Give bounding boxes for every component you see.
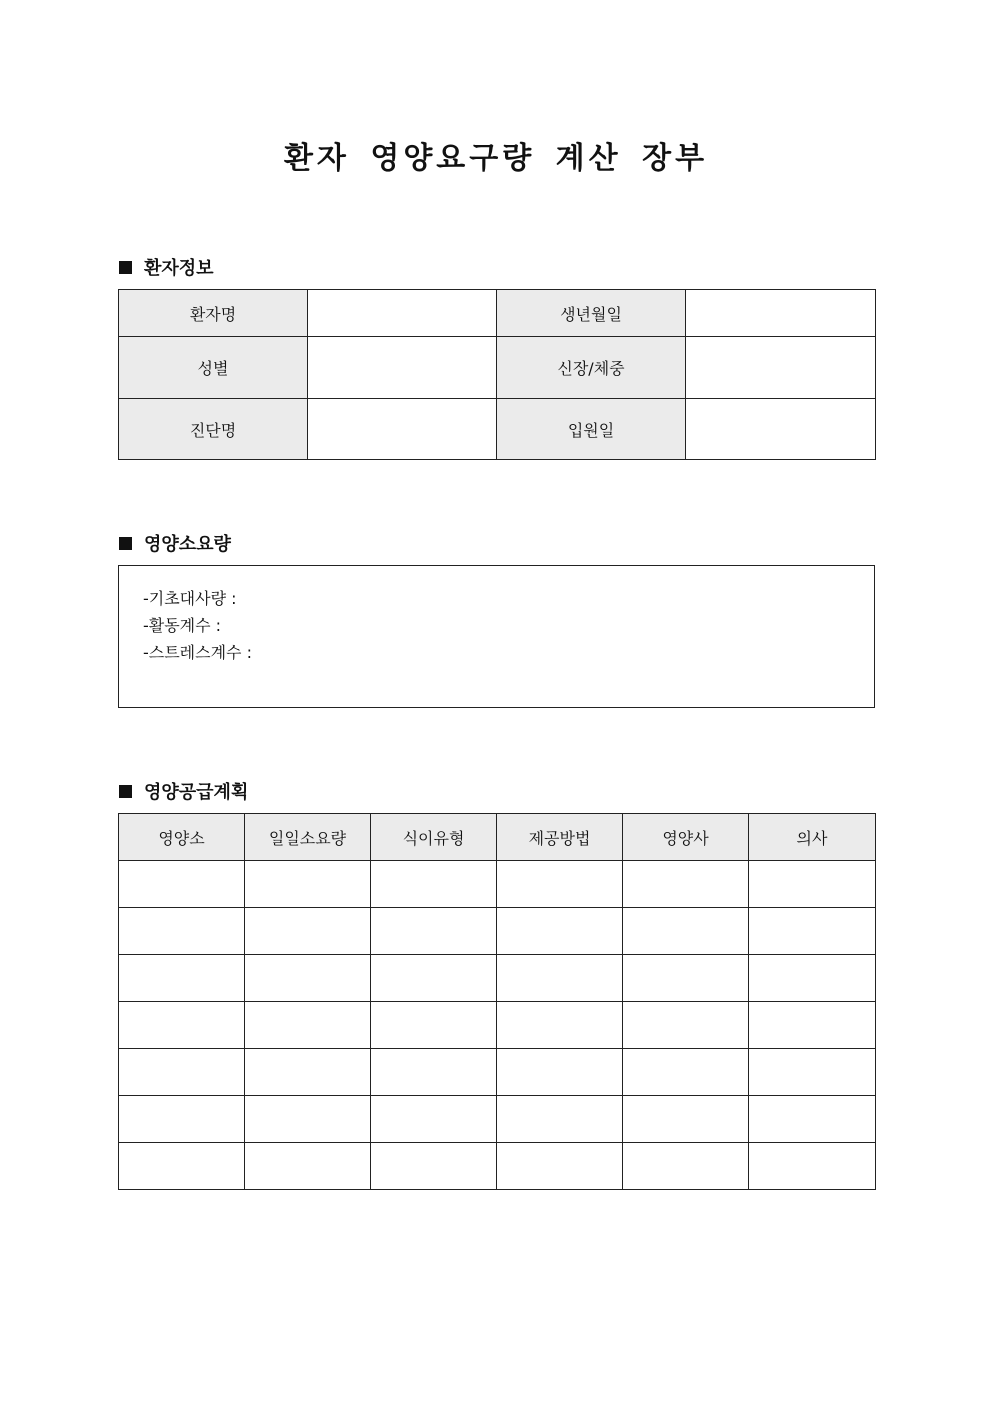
table-cell[interactable]: [623, 955, 749, 1002]
table-cell[interactable]: [497, 1143, 623, 1190]
table-cell[interactable]: [497, 908, 623, 955]
gender-label: 성별: [119, 337, 308, 399]
table-row: [119, 908, 876, 955]
table-cell[interactable]: [749, 908, 876, 955]
diagnosis-field[interactable]: [308, 399, 497, 460]
table-cell[interactable]: [245, 1143, 371, 1190]
stress-factor-line: -스트레스계수 :: [143, 643, 252, 662]
patient-info-heading: [119, 254, 214, 280]
table-cell[interactable]: [245, 1049, 371, 1096]
table-cell[interactable]: [623, 1096, 749, 1143]
table-cell[interactable]: [371, 1096, 497, 1143]
table-cell[interactable]: [245, 908, 371, 955]
patient-info-row: [119, 290, 876, 337]
patient-info-heading-text: 환자정보: [144, 258, 214, 279]
table-cell[interactable]: [749, 1002, 876, 1049]
table-row: [119, 955, 876, 1002]
table-cell[interactable]: [245, 861, 371, 908]
table-cell[interactable]: [623, 1002, 749, 1049]
table-cell[interactable]: [119, 955, 245, 1002]
column-header-diet-type: 식이유형: [371, 814, 497, 861]
table-cell[interactable]: [749, 1143, 876, 1190]
table-cell[interactable]: [119, 1049, 245, 1096]
activity-factor-line: -활동계수 :: [143, 616, 222, 635]
supply-plan-heading-text: 영양공급계획: [144, 782, 249, 803]
birth-date-label: 생년월일: [497, 290, 686, 337]
bmr-line: -기초대사량 :: [143, 589, 237, 608]
table-cell[interactable]: [245, 1096, 371, 1143]
table-cell[interactable]: [497, 1002, 623, 1049]
table-cell[interactable]: [119, 1096, 245, 1143]
table-cell[interactable]: [119, 1002, 245, 1049]
admission-date-label: 입원일: [497, 399, 686, 460]
table-cell[interactable]: [497, 955, 623, 1002]
table-cell[interactable]: [497, 1049, 623, 1096]
nutrient-requirements-box[interactable]: [118, 565, 875, 708]
table-cell[interactable]: [749, 861, 876, 908]
table-cell[interactable]: [371, 955, 497, 1002]
table-cell[interactable]: [371, 1049, 497, 1096]
table-row: [119, 1002, 876, 1049]
table-cell[interactable]: [497, 861, 623, 908]
square-bullet-icon: [119, 785, 132, 798]
table-cell[interactable]: [749, 955, 876, 1002]
nutrient-requirements-heading-text: 영양소요량: [144, 534, 231, 555]
square-bullet-icon: [119, 537, 132, 550]
patient-info-row: [119, 337, 876, 399]
table-cell[interactable]: [245, 1002, 371, 1049]
nutrient-requirements-heading: [119, 530, 231, 556]
height-weight-label: 신장/체중: [497, 337, 686, 399]
square-bullet-icon: [119, 261, 132, 274]
column-header-nutrient: 영양소: [119, 814, 245, 861]
table-cell[interactable]: [623, 861, 749, 908]
table-row: [119, 1096, 876, 1143]
table-cell[interactable]: [623, 908, 749, 955]
supply-plan-table: [118, 813, 876, 1190]
gender-field[interactable]: [308, 337, 497, 399]
table-cell[interactable]: [749, 1049, 876, 1096]
supply-plan-header-row: [119, 814, 876, 861]
height-weight-field[interactable]: [686, 337, 876, 399]
table-cell[interactable]: [245, 955, 371, 1002]
page-title: 환자 영양요구량 계산 장부: [283, 141, 709, 176]
table-cell[interactable]: [119, 908, 245, 955]
column-header-daily-requirement: 일일소요량: [245, 814, 371, 861]
supply-plan-heading: [119, 778, 248, 804]
diagnosis-label: 진단명: [119, 399, 308, 460]
column-header-dietitian: 영양사: [623, 814, 749, 861]
birth-date-field[interactable]: [686, 290, 876, 337]
admission-date-field[interactable]: [686, 399, 876, 460]
table-cell[interactable]: [371, 908, 497, 955]
table-cell[interactable]: [371, 1143, 497, 1190]
patient-info-table: [118, 289, 876, 460]
table-row: [119, 1049, 876, 1096]
table-cell[interactable]: [119, 861, 245, 908]
table-cell[interactable]: [119, 1143, 245, 1190]
table-cell[interactable]: [749, 1096, 876, 1143]
table-cell[interactable]: [623, 1049, 749, 1096]
table-cell[interactable]: [371, 1002, 497, 1049]
patient-name-field[interactable]: [308, 290, 497, 337]
column-header-delivery-method: 제공방법: [497, 814, 623, 861]
table-cell[interactable]: [497, 1096, 623, 1143]
patient-info-row: [119, 399, 876, 460]
table-cell[interactable]: [623, 1143, 749, 1190]
table-cell[interactable]: [371, 861, 497, 908]
column-header-doctor: 의사: [749, 814, 876, 861]
patient-name-label: 환자명: [119, 290, 308, 337]
table-row: [119, 1143, 876, 1190]
table-row: [119, 861, 876, 908]
